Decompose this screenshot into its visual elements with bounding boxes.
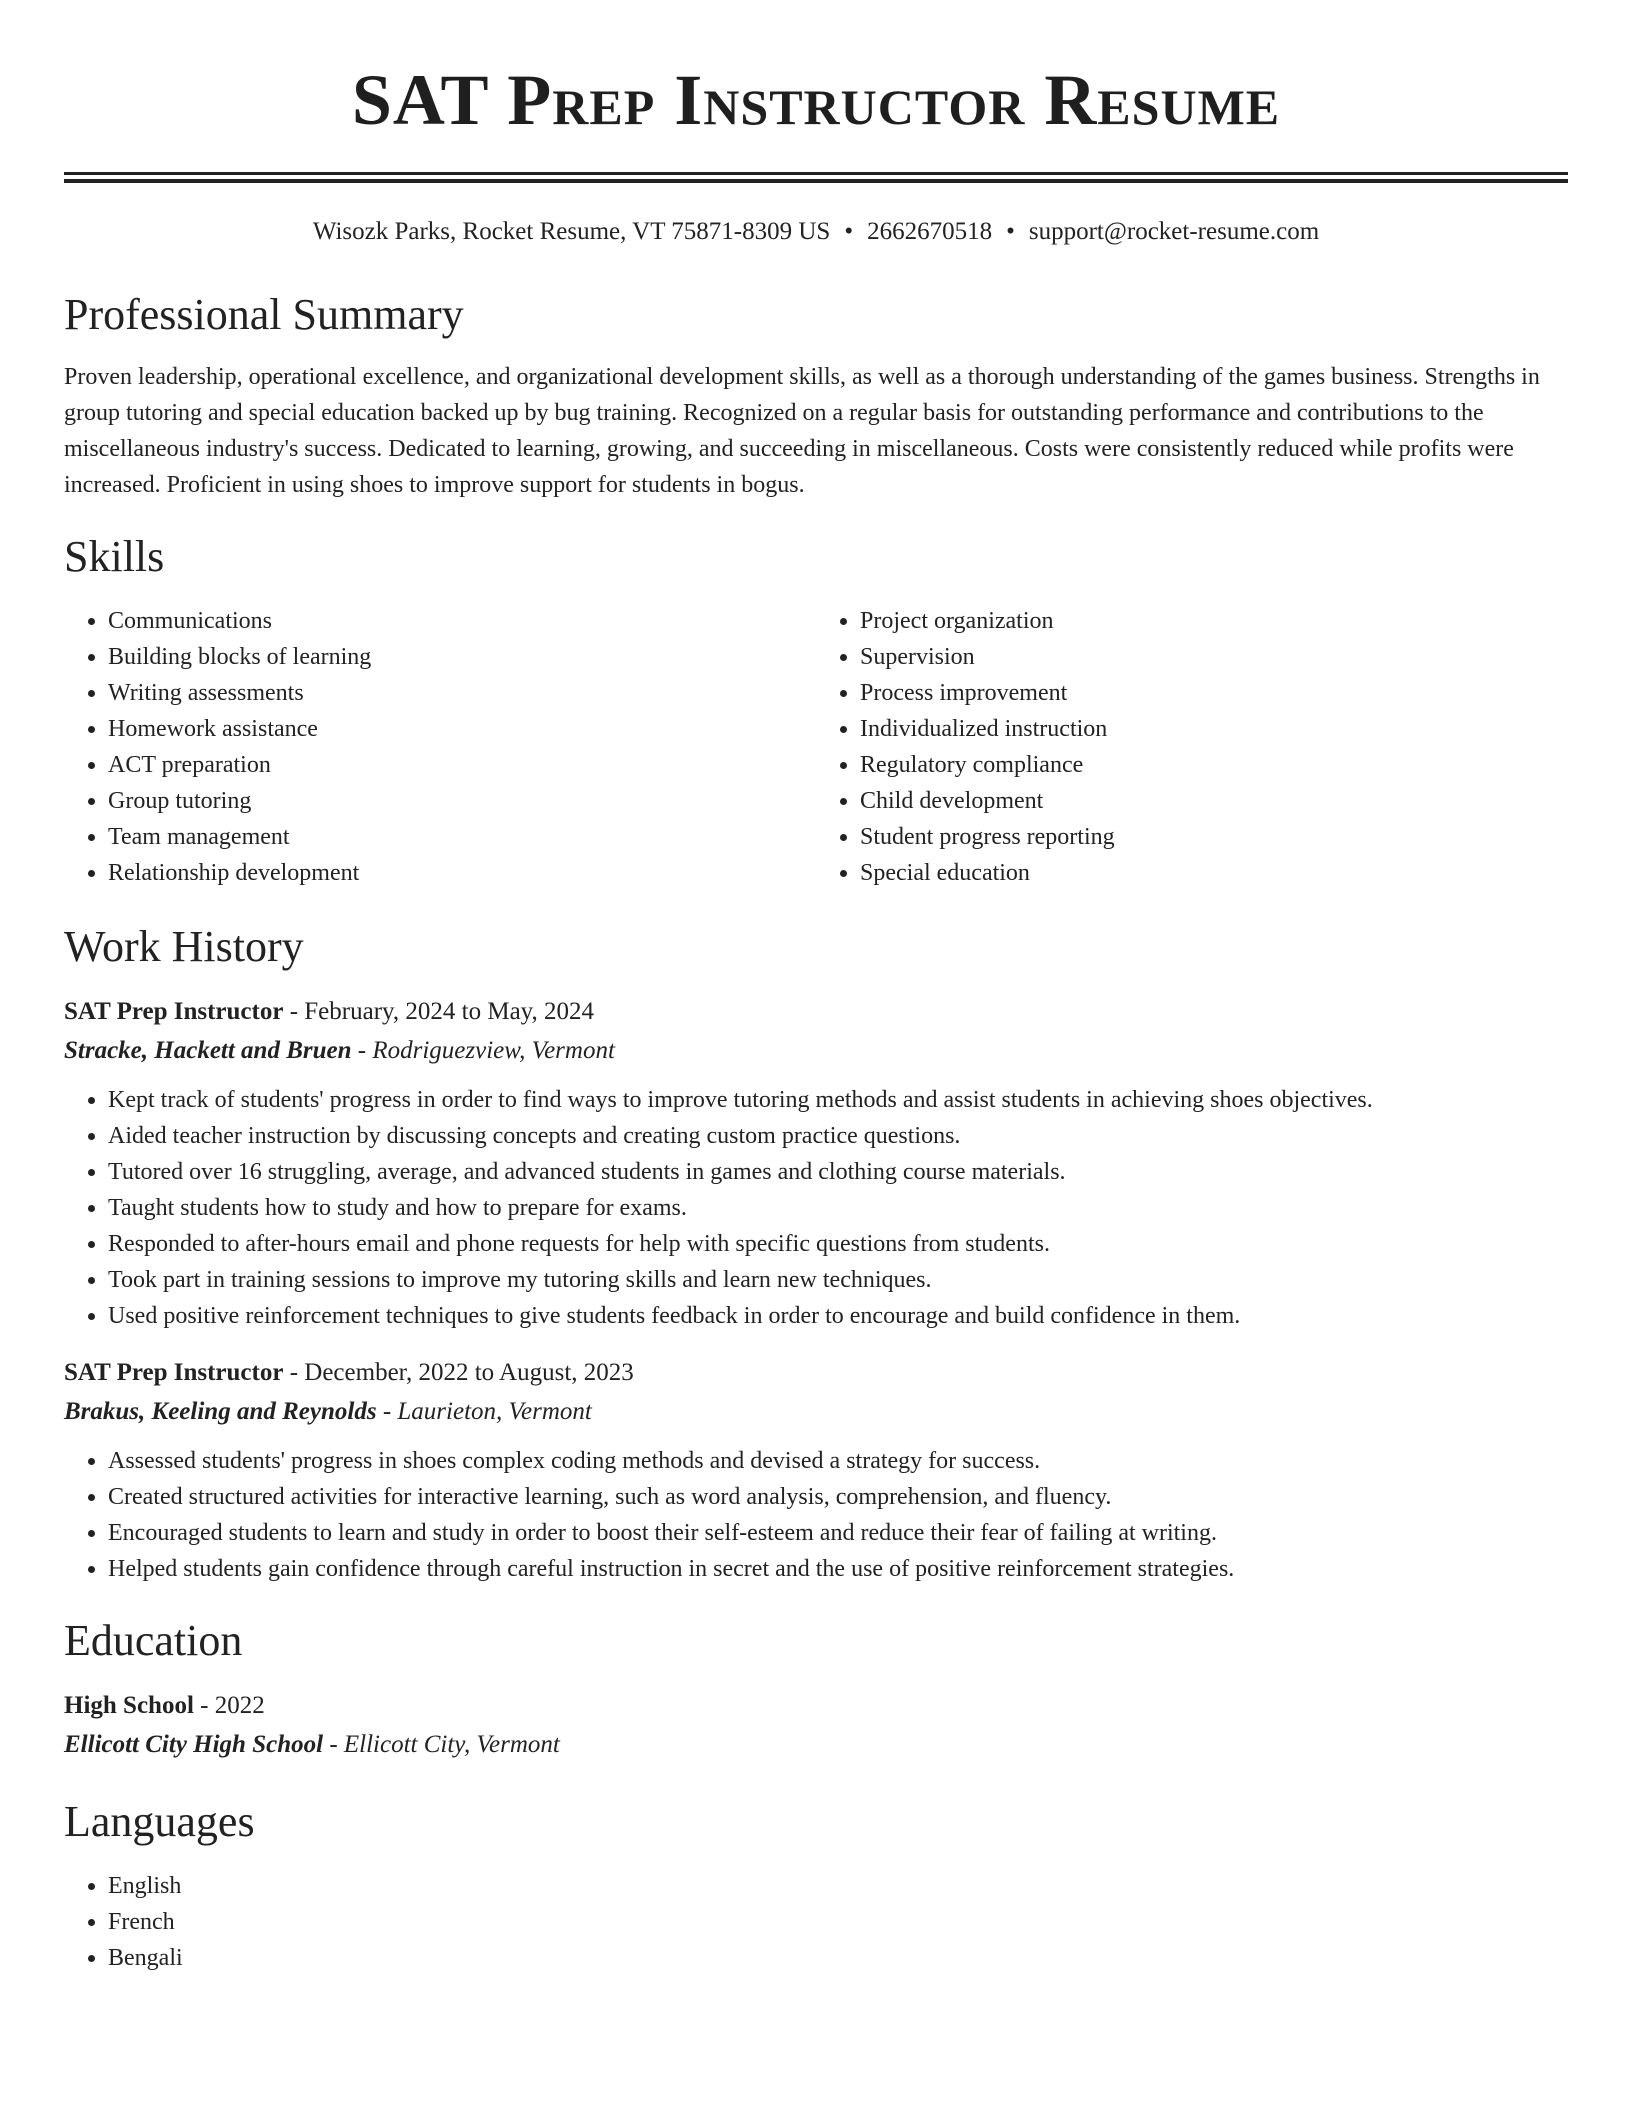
company-name: Brakus, Keeling and Reynolds xyxy=(64,1398,377,1425)
education-degree: High School xyxy=(64,1692,194,1719)
education-school: Ellicott City High School xyxy=(64,1731,324,1758)
summary-text: Proven leadership, operational excellence, and organizational development skills, as well as a thorough understanding of the games business. Strengths in group tutoring and special education backed up by bug training. Recognized on a regular basis for outstanding performance and contributions to the miscellaneous industry's success. Dedicated to learning, growing, and succeeding in miscellaneous. Costs were consistently reduced while profits were increased. Proficient in using shoes to improve support for students in bogus. xyxy=(64,364,1540,498)
duty-item: • Assessed students' progress in shoes complex coding methods and devised a strategy for success. xyxy=(108,1443,1568,1479)
duties-list xyxy=(64,1443,1568,1587)
contact-phone: 2662670518 xyxy=(867,218,993,245)
job-dates: - February, 2024 to May, 2024 xyxy=(283,998,595,1025)
job-title-line xyxy=(64,1356,1568,1390)
company-name: Stracke, Hackett and Bruen xyxy=(64,1037,352,1064)
skill-item: • Communications xyxy=(108,603,816,639)
skill-item: • Student progress reporting xyxy=(860,819,1568,855)
title-double-rule xyxy=(64,172,1568,183)
education-school-line xyxy=(64,1728,1568,1762)
education-year: - 2022 xyxy=(193,1692,265,1719)
skill-item: • Regulatory compliance xyxy=(860,747,1568,783)
duty-item: • Kept track of students' progress in order to find ways to improve tutoring methods and assist students in achieving shoes objectives. xyxy=(108,1082,1568,1118)
language-item: • English xyxy=(108,1868,1568,1904)
duty-item: • Took part in training sessions to improve my tutoring skills and learn new techniques. xyxy=(108,1262,1568,1298)
language-item: • Bengali xyxy=(108,1940,1568,1976)
skill-item: • Process improvement xyxy=(860,675,1568,711)
education-location: - Ellicott City, Vermont xyxy=(323,1731,560,1758)
skill-item: • ACT preparation xyxy=(108,747,816,783)
bullet-separator: • xyxy=(1006,218,1015,245)
job-title: SAT Prep Instructor xyxy=(64,998,284,1025)
skill-item: • Individualized instruction xyxy=(860,711,1568,747)
job-entry xyxy=(64,995,1568,1334)
skill-item: • Homework assistance xyxy=(108,711,816,747)
bullet-separator: • xyxy=(844,218,854,245)
language-item: • French xyxy=(108,1904,1568,1940)
duty-item: • Aided teacher instruction by discussing concepts and creating custom practice questions. xyxy=(108,1118,1568,1154)
company-location: - Rodriguezview, Vermont xyxy=(351,1037,615,1064)
summary-heading: Professional Summary xyxy=(64,290,464,339)
duty-item: • Tutored over 16 struggling, average, and advanced students in games and clothing course materials. xyxy=(108,1154,1568,1190)
skill-item: • Supervision xyxy=(860,639,1568,675)
work-history-heading: Work History xyxy=(64,922,304,971)
company-location: - Laurieton, Vermont xyxy=(376,1398,592,1425)
education-heading: Education xyxy=(64,1616,243,1665)
company-line xyxy=(64,1034,1568,1068)
languages-heading: Languages xyxy=(64,1797,255,1846)
education-degree-line xyxy=(64,1689,1568,1723)
skill-item: • Child development xyxy=(860,783,1568,819)
duty-item: • Encouraged students to learn and study in order to boost their self-esteem and reduce their fear of failing at writing. xyxy=(108,1515,1568,1551)
skills-heading: Skills xyxy=(64,532,165,581)
contact-line xyxy=(64,217,1568,247)
skill-item: • Project organization xyxy=(860,603,1568,639)
job-title-line xyxy=(64,995,1568,1029)
job-entry xyxy=(64,1356,1568,1587)
skill-item: • Writing assessments xyxy=(108,675,816,711)
contact-address: Wisozk Parks, Rocket Resume, VT 75871-8309 US xyxy=(312,218,831,245)
languages-list xyxy=(64,1868,1568,1976)
duties-list xyxy=(64,1082,1568,1334)
contact-email: support@rocket-resume.com xyxy=(1028,218,1320,245)
skill-item: • Relationship development xyxy=(108,855,816,891)
duty-item: • Taught students how to study and how to prepare for exams. xyxy=(108,1190,1568,1226)
skills-list-right xyxy=(816,603,1568,891)
job-title: SAT Prep Instructor xyxy=(64,1359,284,1386)
duty-item: • Helped students gain confidence through careful instruction in secret and the use of positive reinforcement strategies. xyxy=(108,1551,1568,1587)
skill-item: • Team management xyxy=(108,819,816,855)
skill-item: • Special education xyxy=(860,855,1568,891)
company-line xyxy=(64,1395,1568,1429)
duty-item: • Responded to after-hours email and phone requests for help with specific questions from students. xyxy=(108,1226,1568,1262)
skill-item: • Group tutoring xyxy=(108,783,816,819)
skills-columns xyxy=(64,603,1568,891)
job-dates: - December, 2022 to August, 2023 xyxy=(283,1359,634,1386)
skill-item: • Building blocks of learning xyxy=(108,639,816,675)
resume-title: SAT Prep Instructor Resume xyxy=(351,60,1281,140)
duty-item: • Created structured activities for interactive learning, such as word analysis, comprehension, and fluency. xyxy=(108,1479,1568,1515)
skills-list-left xyxy=(64,603,816,891)
duty-item: • Used positive reinforcement techniques to give students feedback in order to encourage and build confidence in them. xyxy=(108,1298,1568,1334)
